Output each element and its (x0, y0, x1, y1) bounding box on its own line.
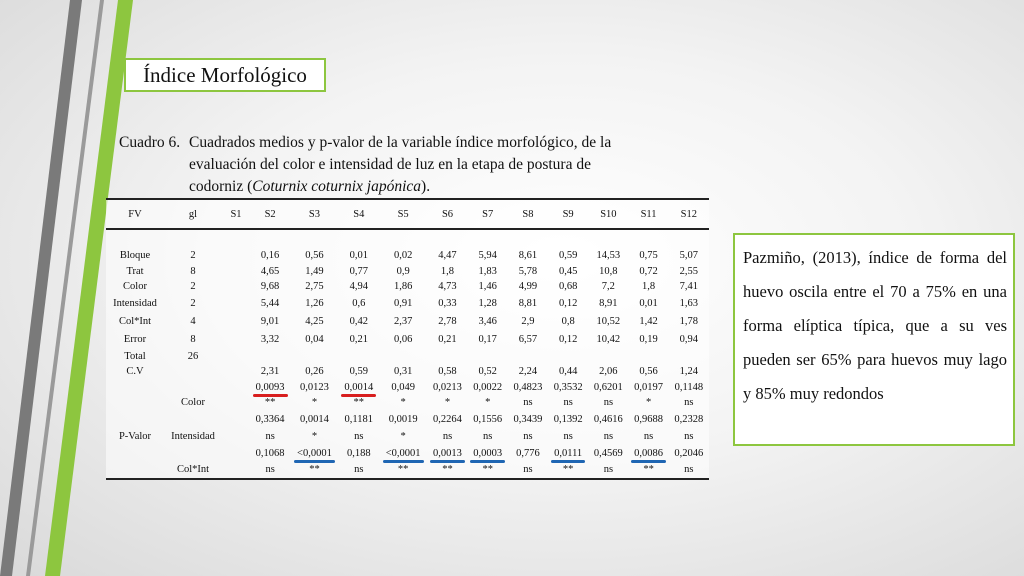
pvalue-cell: 0,0019 (388, 414, 418, 425)
cell: 10,52 (596, 316, 621, 327)
sig-cell: ** (290, 462, 338, 479)
sig-cell: ns (483, 430, 493, 442)
sig-cell: ns (250, 462, 290, 479)
pvalue-cell: 0,776 (516, 447, 540, 459)
significance-row (106, 395, 709, 411)
cell: 7,41 (679, 281, 699, 293)
pvalue-factor-label: Intensidad (171, 430, 215, 442)
cell: 4,47 (438, 250, 457, 262)
cell: 2,24 (518, 366, 538, 378)
table-caption (119, 132, 619, 198)
col-header: S10 (588, 199, 628, 229)
cell: 3,46 (478, 316, 497, 327)
cell: 1,78 (679, 316, 699, 327)
table-row (106, 295, 709, 313)
species-name: Coturnix coturnix japónica (252, 178, 422, 195)
cell: 1,86 (393, 281, 413, 293)
pvalue-cell: 0,0022 (473, 381, 503, 393)
cell: 1,63 (679, 298, 699, 309)
pvalue-cell: 0,0014 (300, 414, 329, 425)
cell: 4 (190, 316, 196, 327)
caption-label: Cuadro 6. (119, 134, 181, 151)
cell: 0,12 (558, 334, 578, 345)
pvalue-cell: <0,0001 (297, 447, 332, 459)
cell: 0,21 (349, 334, 368, 345)
pvalue-cell: 0,3364 (255, 414, 285, 425)
cell: 1,46 (478, 281, 497, 293)
cell: 0,58 (438, 366, 457, 378)
sig-cell: * (400, 397, 406, 409)
table-row (106, 364, 709, 380)
cell: 0,44 (558, 366, 578, 378)
pvalue-cell: 0,0197 (634, 381, 664, 393)
row-label: Bloque (119, 250, 151, 262)
cell: 1,49 (305, 265, 324, 277)
cell: 2,78 (438, 316, 457, 327)
sig-cell: * (311, 430, 318, 442)
sig-cell: * (444, 397, 451, 409)
col-header: S8 (508, 199, 548, 229)
col-header: gl (164, 199, 222, 229)
anova-table (106, 198, 709, 480)
table-row (106, 349, 709, 365)
cell: 0,19 (639, 334, 658, 345)
cell: 0,26 (305, 366, 324, 378)
cell: 1,24 (679, 366, 699, 378)
cell: 4,99 (518, 281, 538, 293)
row-label: C.V (126, 366, 144, 378)
pvalue-cell: 0,0086 (634, 447, 664, 459)
sig-cell: ns (265, 430, 275, 442)
cell: 8 (190, 334, 196, 345)
cell: 5,94 (478, 250, 497, 262)
cell: 0,68 (558, 281, 578, 293)
cell: 7,2 (601, 281, 615, 293)
row-label: Col*Int (118, 316, 152, 327)
cell: 4,94 (349, 281, 368, 293)
sig-cell: * (645, 397, 652, 409)
table-header-row (106, 199, 709, 229)
cell: 8,61 (518, 250, 538, 262)
cell: 1,26 (305, 298, 324, 309)
cell: 5,44 (260, 298, 280, 309)
cell: 10,8 (599, 265, 618, 277)
cell: 4,73 (438, 281, 457, 293)
table-row (106, 331, 709, 349)
cell: 2 (190, 298, 196, 309)
cell: 0,21 (438, 334, 457, 345)
pvalue-cell: 0,0014 (344, 381, 374, 393)
cell: 5,78 (518, 265, 538, 277)
pvalue-cell: 0,4616 (593, 414, 623, 425)
sig-cell: ns (354, 430, 364, 442)
sig-cell: ns (508, 462, 548, 479)
sig-cell: ** (379, 462, 427, 479)
cell: 0,01 (349, 250, 368, 262)
table-row (106, 248, 709, 264)
cell: 0,01 (639, 298, 658, 309)
sig-cell: ns (603, 430, 614, 442)
cell: 2 (190, 250, 196, 262)
cell: 8,81 (518, 298, 538, 309)
cell: 6,57 (518, 334, 538, 345)
col-header: S6 (427, 199, 467, 229)
cell: 1,42 (639, 316, 658, 327)
cell: 0,33 (438, 298, 457, 309)
cell: 2,55 (679, 265, 699, 277)
cell: 2,31 (260, 366, 280, 378)
sig-cell: ** (628, 462, 668, 479)
cell: 0,12 (558, 298, 578, 309)
pvalue-cell: 0,188 (346, 447, 371, 459)
cell: 4,25 (305, 316, 324, 327)
pvalue-cell: 0,9688 (634, 414, 664, 425)
cell: 10,42 (596, 334, 621, 345)
sig-cell: * (400, 430, 406, 442)
cell: 2,06 (599, 366, 618, 378)
pvalue-cell: 0,0111 (554, 447, 583, 459)
cell: 2,37 (393, 316, 413, 327)
pvalue-cell: 0,1556 (473, 414, 503, 425)
cell: 0,8 (561, 316, 575, 327)
cell: 0,45 (558, 265, 578, 277)
sig-cell: ns (339, 462, 379, 479)
pvalue-cell: 0,0213 (433, 381, 462, 393)
cell: 5,07 (679, 250, 699, 262)
pvalue-cell: 0,3532 (553, 381, 583, 393)
sig-cell: ** (264, 397, 276, 409)
sig-cell: ns (684, 430, 694, 442)
cell: 14,53 (596, 250, 621, 262)
pvalue-cell: 0,0003 (473, 447, 503, 459)
pvalue-cell: 0,0093 (255, 381, 285, 393)
pvalue-cell: 0,2046 (674, 447, 704, 459)
sig-cell: * (485, 397, 491, 409)
cell: 8 (190, 265, 196, 277)
sig-cell: ns (603, 397, 614, 409)
cell: 2 (190, 281, 196, 293)
pvalue-cell: 0,049 (391, 381, 415, 393)
col-header: S5 (379, 199, 427, 229)
significance-row (106, 462, 709, 479)
row-label: Total (124, 350, 146, 362)
pvalue-cell: 0,3439 (513, 414, 543, 425)
cell: 0,94 (679, 334, 699, 345)
cell: 0,42 (349, 316, 368, 327)
pvalue-cell: 0,1148 (674, 381, 704, 393)
pvalue-cell: 0,1392 (553, 414, 583, 425)
pvalue-factor-label: Color (181, 397, 205, 409)
cell: 0,17 (478, 334, 497, 345)
row-label: Error (123, 334, 147, 345)
sig-cell: ns (588, 462, 628, 479)
sig-cell: ns (442, 430, 453, 442)
table-row (106, 264, 709, 280)
col-header: S7 (468, 199, 508, 229)
cell: 0,56 (305, 250, 324, 262)
cell: 0,59 (558, 250, 578, 262)
pvalue-cell: <0,0001 (385, 447, 421, 459)
cell: 0,06 (393, 334, 413, 345)
slide-title: Índice Morfológico (124, 58, 326, 92)
sig-cell: ns (523, 430, 533, 442)
col-header: S4 (339, 199, 379, 229)
reference-note: Pazmiño, (2013), índice de forma del huevo oscila entre el 70 a 75% en una forma elíptica típica, que a su ves pueden ser 65% para huevos muy lago y 85% muy redondos (733, 233, 1015, 446)
cell: 9,01 (260, 316, 280, 327)
cell: 26 (187, 350, 199, 362)
cell: 8,91 (599, 298, 618, 309)
cell: 2,9 (521, 316, 535, 327)
pvalue-cell: 0,1181 (344, 414, 374, 425)
cell: 0,02 (393, 250, 413, 262)
cell: 0,31 (393, 366, 413, 378)
col-header: S12 (669, 199, 709, 229)
pvalue-cell: 0,0013 (433, 447, 462, 459)
cell: 0,6 (352, 298, 366, 309)
pvalue-cell: 0,4569 (593, 447, 623, 459)
row-label: Trat (126, 265, 144, 277)
cell: 0,16 (260, 250, 280, 262)
pvalue-factor-label: Col*Int (164, 462, 222, 479)
col-header: S11 (628, 199, 668, 229)
pvalue-cell: 0,0123 (300, 381, 329, 393)
pvalue-cell: 0,4823 (513, 381, 543, 393)
pvalue-cell: 0,2264 (433, 414, 462, 425)
cell: 1,8 (440, 265, 455, 277)
cell: 0,04 (305, 334, 324, 345)
cell: 9,68 (260, 281, 280, 293)
cell: 3,32 (260, 334, 280, 345)
sig-cell: ns (684, 397, 694, 409)
caption-text: Cuadrados medios y p-valor de la variable índice morfológico, de la evaluación del color e intensidad de luz en la etapa de postura de codorniz (Coturnix coturnix japónica). (189, 134, 612, 195)
pvalue-cell: 0,2328 (674, 414, 704, 425)
table-row (106, 313, 709, 331)
pvalue-label: P-Valor (118, 430, 152, 442)
cell: 2,75 (305, 281, 324, 293)
cell: 1,83 (478, 265, 497, 277)
sig-cell: * (311, 397, 318, 409)
cell: 0,52 (478, 366, 497, 378)
significance-row (106, 429, 709, 445)
col-header: S9 (548, 199, 588, 229)
row-label: Color (123, 281, 147, 293)
col-header: S3 (290, 199, 338, 229)
sig-cell: ** (548, 462, 588, 479)
sig-cell: ns (669, 462, 709, 479)
table-row (106, 279, 709, 295)
sig-cell: ** (468, 462, 508, 479)
cell: 4,65 (260, 265, 280, 277)
cell: 0,77 (349, 265, 368, 277)
cell: 0,91 (393, 298, 413, 309)
sig-cell: ** (427, 462, 467, 479)
cell: 0,59 (349, 366, 368, 378)
pvalue-cell: 0,1068 (255, 447, 285, 459)
col-header: FV (106, 199, 164, 229)
row-label: Intensidad (113, 298, 157, 309)
cell: 0,56 (639, 366, 658, 378)
sig-cell: ns (523, 397, 533, 409)
pvalue-cell: 0,6201 (593, 381, 623, 393)
col-header: S1 (222, 199, 250, 229)
sig-cell: ns (643, 430, 654, 442)
cell: 0,9 (396, 265, 410, 277)
sig-cell: ** (353, 397, 365, 409)
col-header: S2 (250, 199, 290, 229)
sig-cell: ns (563, 430, 573, 442)
cell: 1,8 (642, 281, 656, 293)
cell: 0,75 (639, 250, 658, 262)
pvalue-row (106, 444, 709, 462)
cell: 1,28 (478, 298, 497, 309)
pvalue-row (106, 411, 709, 429)
sig-cell: ns (563, 397, 573, 409)
cell: 0,72 (639, 265, 658, 277)
pvalue-row (106, 380, 709, 396)
